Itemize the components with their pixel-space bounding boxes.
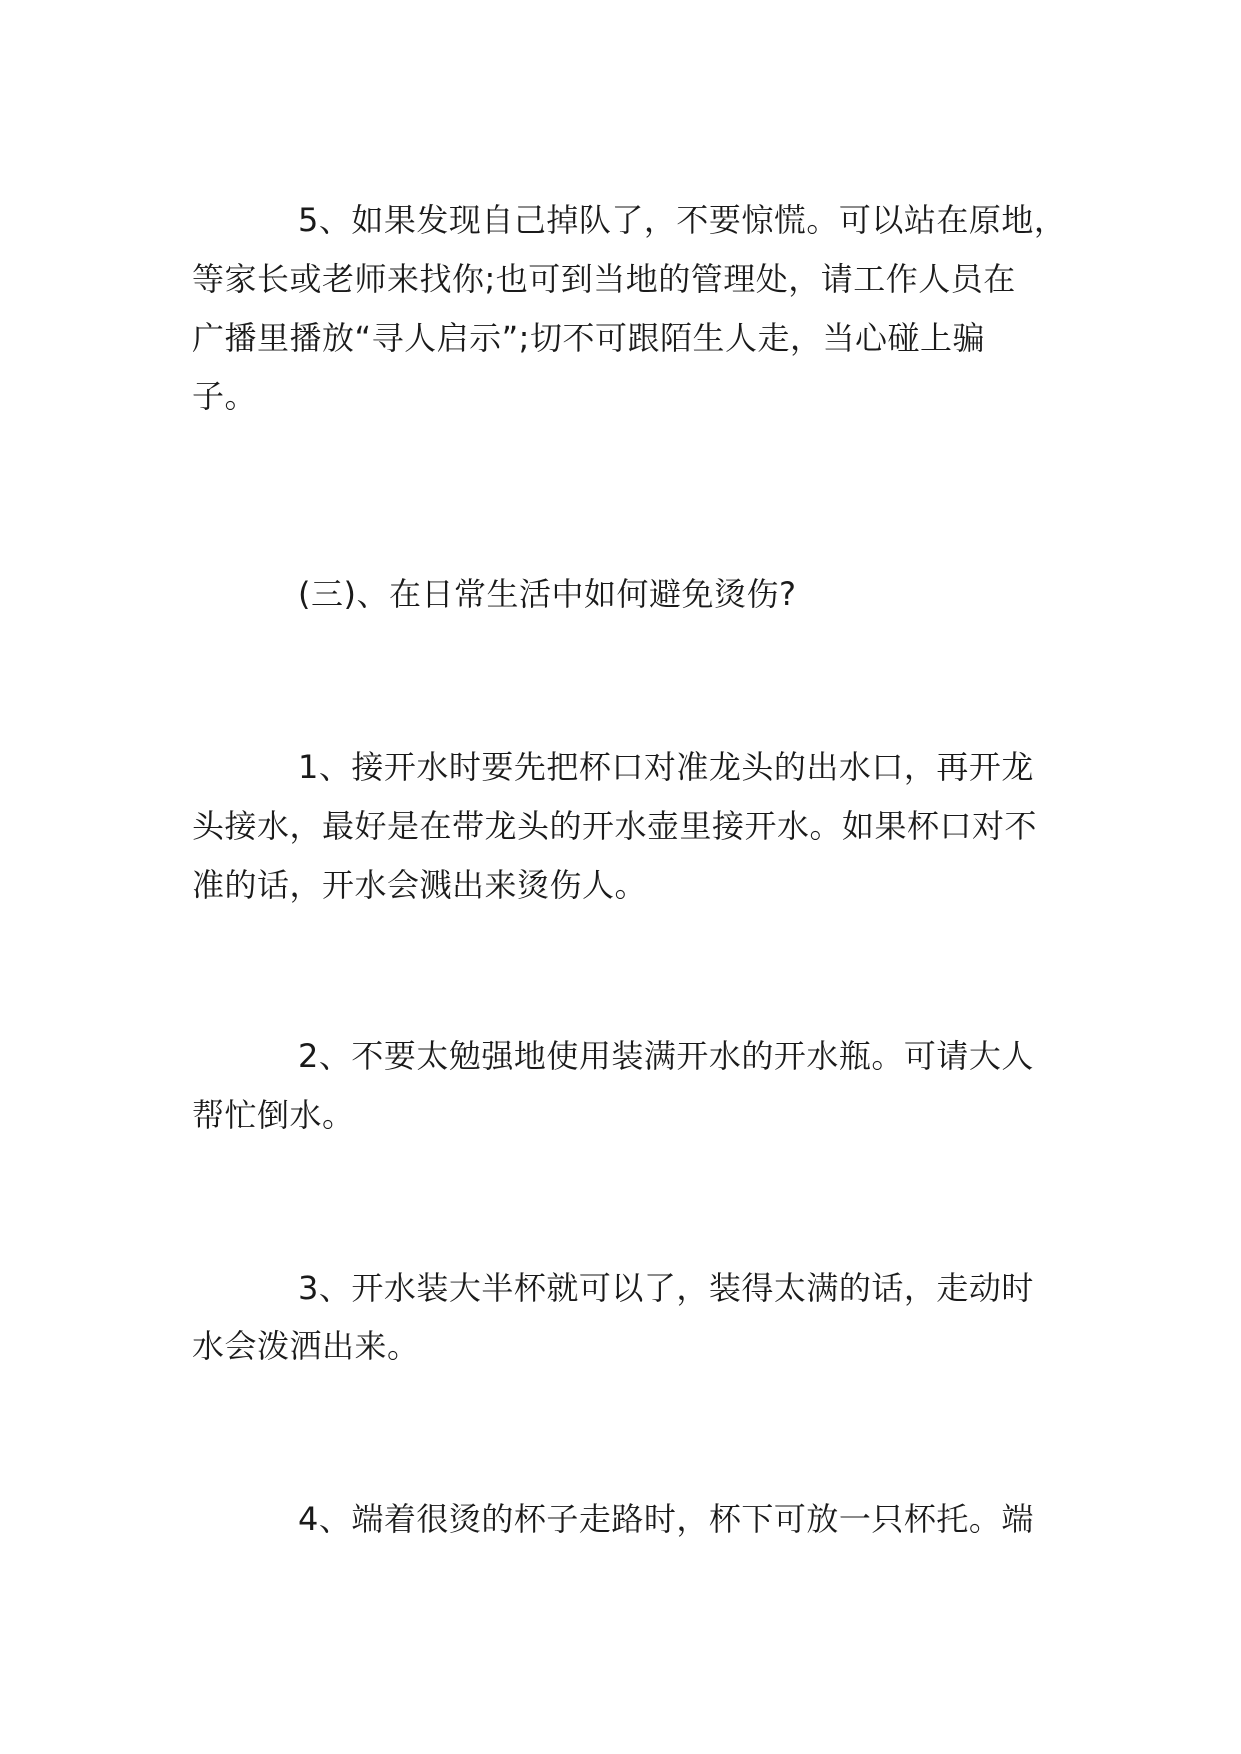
text-line: 帮忙倒水。	[192, 1096, 355, 1134]
heading-text: (三)、在日常生活中如何避免烫伤?	[298, 575, 797, 613]
text-line: 1、接开水时要先把杯口对准龙头的出水口，再开龙	[298, 748, 1034, 786]
text-line: 5、如果发现自己掉队了，不要惊慌。可以站在原地，	[298, 201, 1067, 239]
text-line: 广播里播放“寻人启示”;切不可跟陌生人走，当心碰上骗	[192, 319, 985, 357]
text-line: 3、开水装大半杯就可以了，装得太满的话，走动时	[298, 1269, 1034, 1307]
text-line: 4、端着很烫的杯子走路时，杯下可放一只杯托。端	[298, 1500, 1034, 1538]
text-line: 等家长或老师来找你;也可到当地的管理处，请工作人员在	[192, 260, 1016, 298]
text-line: 准的话，开水会溅出来烫伤人。	[192, 866, 648, 904]
text-line: 子。	[192, 377, 258, 415]
text-line: 水会泼洒出来。	[192, 1327, 420, 1365]
text-line: 头接水，最好是在带龙头的开水壶里接开水。如果杯口对不	[192, 807, 1038, 845]
text-line: 2、不要太勉强地使用装满开水的开水瓶。可请大人	[298, 1037, 1034, 1075]
